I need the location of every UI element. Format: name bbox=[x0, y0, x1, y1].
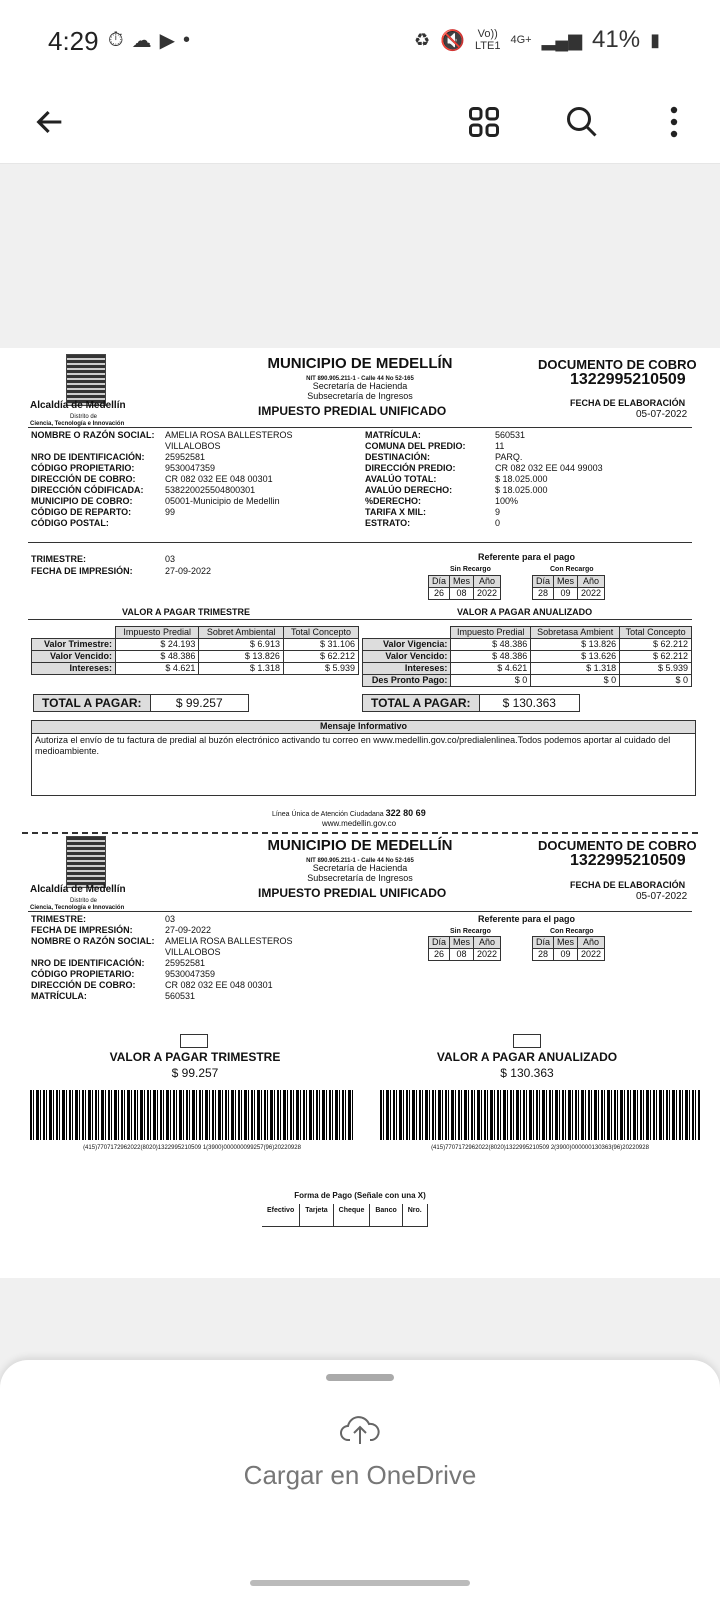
mensaje-text: Autoriza el envío de tu factura de predial al buzón electrónico activando tu correo en www.medellin.gov.co/predialenlinea.Todos podemos aportar al cuidado del medioambiente. bbox=[35, 735, 671, 756]
forma-pago-column: Tarjeta bbox=[300, 1204, 333, 1226]
mute-icon: 🔇 bbox=[440, 29, 465, 52]
divider bbox=[28, 427, 692, 428]
anio-header: Año bbox=[474, 576, 501, 588]
value-cell: $ 62.212 bbox=[620, 651, 692, 663]
subsecretaria-text: Subsecretaría de Ingresos bbox=[307, 391, 413, 401]
field-value: 560531 bbox=[495, 430, 526, 440]
date-cell: 26 bbox=[429, 949, 450, 961]
field-row bbox=[365, 507, 685, 518]
battery-level: 41% bbox=[592, 26, 641, 53]
vp-trimestre-title: VALOR A PAGAR TRIMESTRE bbox=[122, 607, 250, 617]
value-cell: $ 13.826 bbox=[199, 651, 284, 663]
nombre-value-2: VILLALOBOS bbox=[165, 947, 221, 957]
field-label bbox=[31, 441, 165, 452]
barcode-trimestre-text: (415)7707172962022(8020)1322995210509 1(3900)000000099257(96)20220928 bbox=[83, 1145, 301, 1151]
field-row bbox=[31, 507, 351, 518]
field-label: MATRÍCULA: bbox=[31, 991, 87, 1001]
municipio-title: MUNICIPIO DE MEDELLÍN bbox=[267, 837, 453, 854]
alcaldia-label: Alcaldía de Medellín bbox=[30, 400, 126, 411]
fecha-impresion-label: FECHA DE IMPRESIÓN: bbox=[31, 925, 133, 935]
value-cell: $ 62.212 bbox=[283, 651, 358, 663]
value-cell: $ 4.621 bbox=[451, 663, 531, 675]
web-url: www.medellin.gov.co bbox=[322, 819, 397, 828]
forma-pago-columns bbox=[262, 1204, 428, 1227]
field-row bbox=[365, 518, 685, 529]
stub-sin-recargo-date bbox=[428, 936, 501, 961]
back-arrow-icon[interactable] bbox=[28, 100, 72, 144]
vp-trimestre-value: $ 99.257 bbox=[171, 1066, 219, 1080]
field-row bbox=[365, 496, 685, 507]
column-header: Total Concepto bbox=[620, 627, 692, 639]
document-number: 1322995210509 bbox=[570, 371, 686, 388]
field-row bbox=[365, 485, 685, 496]
field-row bbox=[365, 474, 685, 485]
field-label: CÓDIGO POSTAL: bbox=[31, 518, 109, 528]
field-label: AVALÚO DERECHO: bbox=[365, 485, 453, 495]
con-recargo-label: Con Recargo bbox=[550, 928, 594, 935]
vp-anualizado-value: $ 130.363 bbox=[500, 1066, 554, 1080]
dia-header: Día bbox=[429, 576, 450, 588]
bottom-sheet bbox=[0, 1360, 720, 1600]
property-fields bbox=[365, 430, 685, 529]
status-bar bbox=[0, 0, 720, 80]
value-cell: $ 6.913 bbox=[199, 639, 284, 651]
field-label: NRO DE IDENTIFICACIÓN: bbox=[31, 958, 145, 968]
nombre-value: AMELIA ROSA BALLESTEROS bbox=[165, 936, 293, 946]
secretaria-text: Secretaría de Hacienda bbox=[312, 381, 408, 391]
upload-onedrive-button[interactable]: Cargar en OneDrive bbox=[243, 1460, 477, 1490]
con-recargo-date bbox=[532, 575, 605, 600]
column-header: Sobretasa Ambient bbox=[531, 627, 620, 639]
coat-of-arms-logo bbox=[66, 354, 106, 406]
value-cell: $ 48.386 bbox=[115, 651, 198, 663]
field-value: 100% bbox=[495, 496, 519, 506]
grid-view-icon[interactable] bbox=[462, 100, 506, 144]
field-value: CR 082 032 EE 044 99003 bbox=[495, 463, 603, 473]
nombre-label: NOMBRE O RAZÓN SOCIAL: bbox=[31, 936, 155, 946]
mensaje-box bbox=[31, 720, 696, 796]
value-cell: $ 4.621 bbox=[115, 663, 198, 675]
fecha-impresion-label: FECHA DE IMPRESIÓN: bbox=[31, 566, 133, 576]
anio-header: Año bbox=[578, 576, 605, 588]
field-row bbox=[31, 958, 351, 969]
forma-pago-column: Nro. bbox=[403, 1204, 428, 1226]
signal-icon: ▂▄▆ bbox=[541, 29, 583, 50]
field-label: DIRECCIÓN DE COBRO: bbox=[31, 474, 136, 484]
value-cell: $ 0 bbox=[620, 675, 692, 687]
value-cell: $ 5.939 bbox=[620, 663, 692, 675]
barcode-anualizado bbox=[380, 1090, 700, 1140]
date-cell: 08 bbox=[450, 588, 474, 600]
subsecretaria-text: Subsecretaría de Ingresos bbox=[307, 873, 413, 883]
dia-header: Día bbox=[533, 937, 554, 949]
fecha-elaboracion: 05-07-2022 bbox=[636, 409, 688, 420]
field-label: CÓDIGO PROPIETARIO: bbox=[31, 969, 135, 979]
row-label: Valor Vigencia: bbox=[363, 639, 451, 651]
field-row bbox=[31, 430, 351, 441]
barcode-trimestre bbox=[30, 1090, 354, 1140]
alcaldia-label: Alcaldía de Medellín bbox=[30, 884, 126, 895]
field-row bbox=[365, 430, 685, 441]
value-cell: $ 1.318 bbox=[531, 663, 620, 675]
con-recargo-label: Con Recargo bbox=[550, 566, 594, 573]
total-anual-box bbox=[362, 694, 580, 712]
divider bbox=[28, 911, 692, 912]
total-label: TOTAL A PAGAR: bbox=[34, 695, 151, 711]
linea-number: 322 80 69 bbox=[385, 808, 426, 818]
field-value: CR 082 032 EE 048 00301 bbox=[165, 474, 273, 484]
impuesto-title: IMPUESTO PREDIAL UNIFICADO bbox=[258, 404, 447, 418]
field-value: 538220025504800301 bbox=[165, 485, 256, 495]
stub-con-recargo-date bbox=[532, 936, 605, 961]
checkbox-anualizado[interactable] bbox=[513, 1034, 541, 1048]
field-row bbox=[31, 518, 351, 529]
field-row bbox=[31, 452, 351, 463]
mensaje-title: Mensaje Informativo bbox=[32, 721, 695, 734]
sin-recargo-label: Sin Recargo bbox=[450, 928, 491, 935]
field-label: COMUNA DEL PREDIO: bbox=[365, 441, 466, 451]
document-number: 1322995210509 bbox=[570, 852, 686, 869]
youtube-icon: ▶ bbox=[159, 30, 175, 52]
vp-anualizado-title: VALOR A PAGAR ANUALIZADO bbox=[457, 607, 593, 617]
field-row bbox=[31, 441, 351, 452]
cut-line bbox=[22, 832, 698, 834]
corner-cell bbox=[32, 627, 116, 639]
barcode-anualizado-text: (415)7707172962022(8020)1322995210509 2(3900)000000130363(96)20220928 bbox=[431, 1145, 649, 1151]
fecha-elaboracion-label: FECHA DE ELABORACIÓN bbox=[570, 398, 686, 408]
date-cell: 28 bbox=[533, 588, 554, 600]
column-header: Sobret Ambiental bbox=[199, 627, 284, 639]
field-row bbox=[365, 452, 685, 463]
field-row bbox=[31, 980, 351, 991]
field-label: ESTRATO: bbox=[365, 518, 411, 528]
row-label: Valor Vencido: bbox=[363, 651, 451, 663]
vp-anualizado-label: VALOR A PAGAR ANUALIZADO bbox=[436, 1050, 618, 1064]
row-label: Intereses: bbox=[363, 663, 451, 675]
network-4g-icon: 4G+ bbox=[510, 34, 532, 46]
nit-text: NIT 890.905.211-1 - Calle 44 No 52-165 bbox=[306, 858, 414, 864]
field-label: DIRECCIÓN DE COBRO: bbox=[31, 980, 136, 990]
field-row bbox=[31, 463, 351, 474]
timer-icon: ⏱ bbox=[108, 29, 124, 51]
value-cell: $ 0 bbox=[531, 675, 620, 687]
referente-label: Referente para el pago bbox=[478, 552, 576, 562]
battery-icon: ▮ bbox=[650, 29, 660, 50]
stub-fields bbox=[31, 914, 351, 1002]
field-value: 9530047359 bbox=[165, 969, 216, 979]
column-header: Impuesto Predial bbox=[115, 627, 198, 639]
documento-cobro-label: DOCUMENTO DE COBRO bbox=[538, 838, 697, 853]
cloud-upload-icon[interactable] bbox=[340, 1414, 380, 1451]
vp-trimestre-label: VALOR A PAGAR TRIMESTRE bbox=[109, 1050, 281, 1064]
distrito-label: Distrito de bbox=[70, 898, 98, 904]
field-label: DESTINACIÓN: bbox=[365, 452, 430, 462]
mes-header: Mes bbox=[450, 937, 474, 949]
trimestre-value: 03 bbox=[165, 914, 176, 924]
fecha-impresion-value: 27-09-2022 bbox=[165, 925, 212, 935]
impuesto-title: IMPUESTO PREDIAL UNIFICADO bbox=[258, 886, 447, 900]
date-cell: 2022 bbox=[474, 588, 501, 600]
field-value: VILLALOBOS bbox=[165, 441, 221, 451]
field-value: 9530047359 bbox=[165, 463, 216, 473]
search-icon[interactable] bbox=[560, 100, 604, 144]
field-label: CÓDIGO PROPIETARIO: bbox=[31, 463, 135, 473]
field-row bbox=[31, 969, 351, 980]
total-label: TOTAL A PAGAR: bbox=[363, 695, 480, 711]
invoice-document bbox=[0, 348, 720, 1278]
row-label: Valor Vencido: bbox=[32, 651, 116, 663]
app-toolbar bbox=[0, 80, 720, 164]
field-row bbox=[365, 463, 685, 474]
total-trimestre-box bbox=[33, 694, 249, 712]
value-cell: $ 13.826 bbox=[531, 639, 620, 651]
date-cell: 09 bbox=[554, 949, 578, 961]
value-cell: $ 48.386 bbox=[451, 639, 531, 651]
drag-handle[interactable] bbox=[326, 1374, 394, 1381]
field-value: AMELIA ROSA BALLESTEROS bbox=[165, 430, 293, 440]
value-cell: $ 62.212 bbox=[620, 639, 692, 651]
ciencia-label: Ciencia, Tecnología e Innovación bbox=[30, 905, 125, 911]
distrito-label: Distrito de bbox=[70, 414, 98, 420]
documento-cobro-label: DOCUMENTO DE COBRO bbox=[538, 357, 697, 372]
secretaria-text: Secretaría de Hacienda bbox=[312, 863, 408, 873]
date-cell: 26 bbox=[429, 588, 450, 600]
value-cell: $ 5.939 bbox=[283, 663, 358, 675]
divider bbox=[28, 542, 692, 543]
fecha-elaboracion-label: FECHA DE ELABORACIÓN bbox=[570, 880, 686, 890]
field-value: 25952581 bbox=[165, 452, 206, 462]
more-options-icon[interactable] bbox=[652, 100, 696, 144]
field-row bbox=[365, 441, 685, 452]
dot-icon: • bbox=[183, 29, 191, 51]
forma-pago-title: Forma de Pago (Señale con una X) bbox=[294, 1191, 426, 1200]
dia-header: Día bbox=[533, 576, 554, 588]
dia-header: Día bbox=[429, 937, 450, 949]
field-value: $ 18.025.000 bbox=[495, 474, 548, 484]
row-label: Valor Trimestre: bbox=[32, 639, 116, 651]
linea-label: Línea Única de Atención Ciudadana bbox=[272, 811, 384, 818]
field-label: AVALÚO TOTAL: bbox=[365, 474, 437, 484]
date-cell: 08 bbox=[450, 949, 474, 961]
field-label: MUNICIPIO DE COBRO: bbox=[31, 496, 133, 506]
field-label: CÓDIGO DE REPARTO: bbox=[31, 507, 132, 517]
total-anual: $ 130.363 bbox=[502, 695, 556, 710]
trimestre-value: 03 bbox=[165, 554, 176, 564]
forma-pago-column: Banco bbox=[370, 1204, 402, 1226]
gesture-nav-bar[interactable] bbox=[250, 1580, 470, 1586]
trimestre-label: TRIMESTRE: bbox=[31, 914, 86, 924]
mes-header: Mes bbox=[554, 937, 578, 949]
field-value: $ 18.025.000 bbox=[495, 485, 548, 495]
field-label: DIRECCIÓN PREDIO: bbox=[365, 463, 456, 473]
divider bbox=[28, 619, 692, 620]
municipio-title: MUNICIPIO DE MEDELLÍN bbox=[267, 355, 453, 372]
total-trimestre: $ 99.257 bbox=[175, 695, 223, 710]
value-cell: $ 1.318 bbox=[199, 663, 284, 675]
volte-icon: Vo)) LTE1 bbox=[475, 28, 501, 52]
date-cell: 09 bbox=[554, 588, 578, 600]
nit-text: NIT 890.905.211-1 - Calle 44 No 52-165 bbox=[306, 376, 414, 382]
value-cell: $ 13.626 bbox=[531, 651, 620, 663]
field-value: 9 bbox=[495, 507, 501, 517]
sin-recargo-date bbox=[428, 575, 501, 600]
forma-pago-column: Efectivo bbox=[262, 1204, 300, 1226]
field-value: 11 bbox=[495, 441, 505, 451]
anio-header: Año bbox=[474, 937, 501, 949]
field-row bbox=[31, 485, 351, 496]
field-row bbox=[31, 474, 351, 485]
status-notification-icons bbox=[108, 28, 190, 53]
field-label: TARIFA X MIL: bbox=[365, 507, 426, 517]
field-value: 99 bbox=[165, 507, 176, 517]
forma-pago-column: Cheque bbox=[334, 1204, 371, 1226]
value-cell: $ 31.106 bbox=[283, 639, 358, 651]
field-label: NRO DE IDENTIFICACIÓN: bbox=[31, 452, 145, 462]
row-label: Des Pronto Pago: bbox=[363, 675, 451, 687]
field-label: DIRECCIÓN CÓDIFICADA: bbox=[31, 485, 144, 495]
value-cell: $ 24.193 bbox=[115, 639, 198, 651]
trimestre-label: TRIMESTRE: bbox=[31, 554, 86, 564]
date-cell: 2022 bbox=[474, 949, 501, 961]
fecha-elaboracion: 05-07-2022 bbox=[636, 891, 688, 902]
value-cell: $ 0 bbox=[451, 675, 531, 687]
status-time: 4:29 bbox=[48, 26, 99, 56]
row-label: Intereses: bbox=[32, 663, 116, 675]
field-value: 0 bbox=[495, 518, 501, 528]
mes-header: Mes bbox=[450, 576, 474, 588]
status-right-icons bbox=[414, 26, 660, 54]
mes-header: Mes bbox=[554, 576, 578, 588]
field-value: 25952581 bbox=[165, 958, 206, 968]
date-cell: 28 bbox=[533, 949, 554, 961]
trimestre-table bbox=[31, 626, 359, 675]
field-label: NOMBRE O RAZÓN SOCIAL: bbox=[31, 430, 155, 440]
field-value: 05001-Municipio de Medellin bbox=[165, 496, 280, 506]
column-header: Total Concepto bbox=[283, 627, 358, 639]
anualizado-table bbox=[362, 626, 692, 687]
referente-label: Referente para el pago bbox=[478, 914, 576, 924]
date-cell: 2022 bbox=[578, 588, 605, 600]
field-label: MATRÍCULA: bbox=[365, 430, 421, 440]
field-value: 560531 bbox=[165, 991, 196, 1001]
value-cell: $ 48.386 bbox=[451, 651, 531, 663]
anio-header: Año bbox=[578, 937, 605, 949]
checkbox-trimestre[interactable] bbox=[180, 1034, 208, 1048]
field-value: CR 082 032 EE 048 00301 bbox=[165, 980, 273, 990]
date-cell: 2022 bbox=[578, 949, 605, 961]
fecha-impresion-value: 27-09-2022 bbox=[165, 566, 212, 576]
owner-fields bbox=[31, 430, 351, 529]
field-value: PARQ. bbox=[495, 452, 523, 462]
recycle-icon: ♻ bbox=[413, 29, 431, 50]
field-row bbox=[31, 496, 351, 507]
ciencia-label: Ciencia, Tecnología e Innovación bbox=[30, 421, 125, 427]
sin-recargo-label: Sin Recargo bbox=[450, 566, 491, 573]
field-label: %DERECHO: bbox=[365, 496, 422, 506]
coat-of-arms-logo bbox=[66, 836, 106, 888]
column-header: Impuesto Predial bbox=[451, 627, 531, 639]
cloud-icon: ☁ bbox=[131, 30, 152, 52]
field-row bbox=[31, 991, 351, 1002]
corner-cell bbox=[363, 627, 451, 639]
